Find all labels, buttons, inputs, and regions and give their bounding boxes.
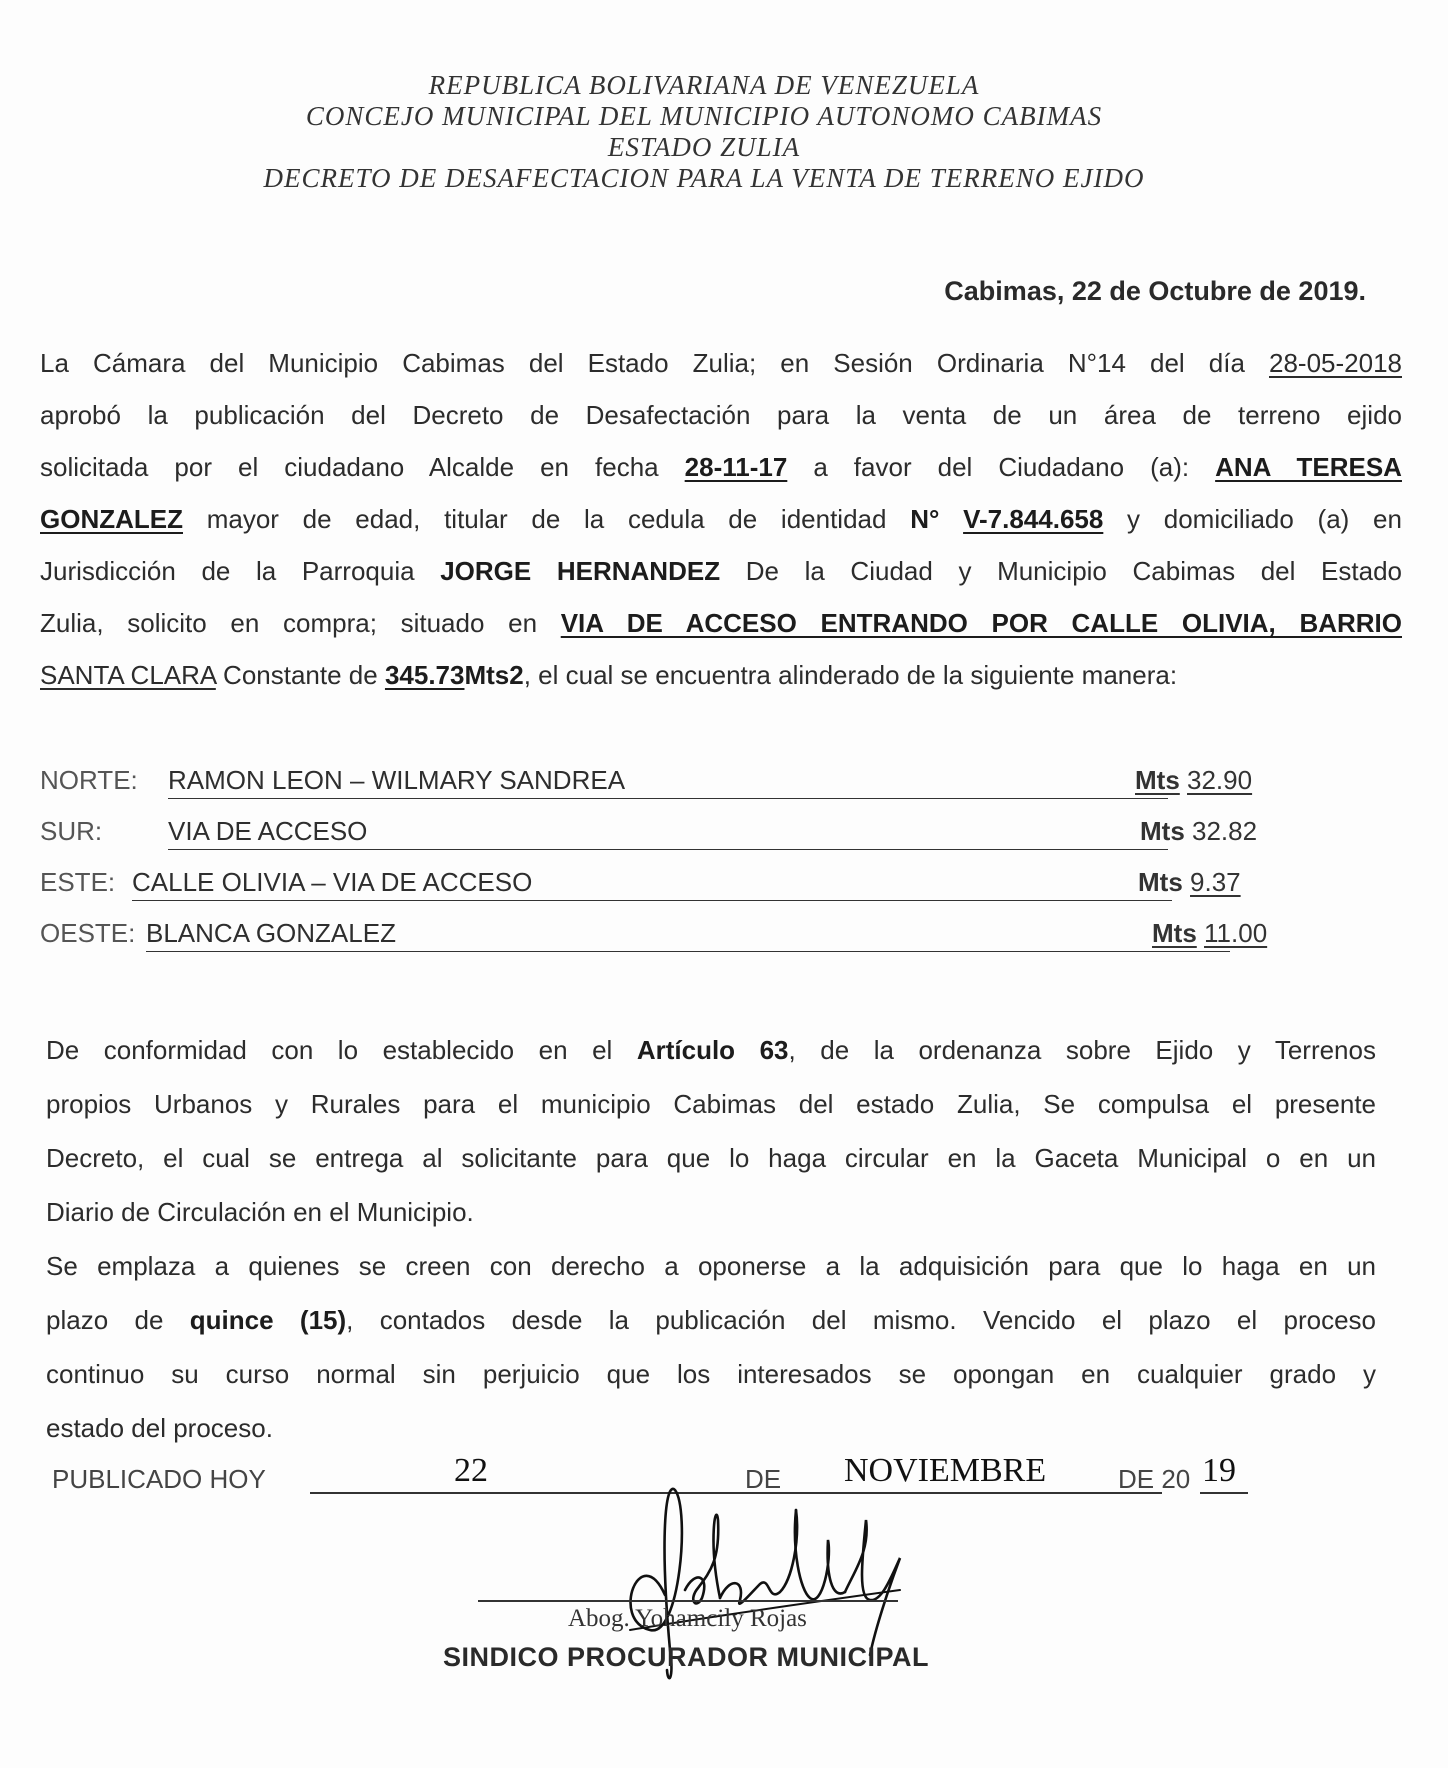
publication-de-1: DE — [745, 1464, 782, 1494]
body-line-4: GONZALEZ mayor de edad, titular de la cedula de identidad N° V-7.844.658 y domiciliado (a) en — [40, 504, 1402, 534]
area-unit: Mts2 — [464, 660, 524, 690]
article-number: Artículo 63 — [636, 1035, 789, 1065]
boundary-east — [40, 867, 1280, 901]
conformity-line-5: Se emplaza a quienes se creen con derecho a oponerse a la adquisición para que lo haga en un — [46, 1251, 1376, 1281]
conformity-line-7: continuo su curso normal sin perjuicio que los interesados se opongan en cualquier grado y — [46, 1359, 1376, 1389]
term-days: quince (15) — [189, 1305, 347, 1335]
signatory-title: SINDICO PROCURADOR MUNICIPAL — [443, 1642, 929, 1672]
conformity-line-3: Decreto, el cual se entrega al solicitante para que lo haga circular en la Gaceta Municipal o en un — [46, 1143, 1376, 1173]
body-line-5: Jurisdicción de la Parroquia JORGE HERNANDEZ De la Ciudad y Municipio Cabimas del Estado — [40, 556, 1402, 586]
boundary-name: BLANCA GONZALEZ — [146, 918, 396, 948]
conformity-line-4: Diario de Circulación en el Municipio. — [46, 1197, 474, 1227]
conformity-line-2: propios Urbanos y Rurales para el municipio Cabimas del estado Zulia, Se compulsa el presente — [46, 1089, 1376, 1119]
signatory-name: Abog. Yohamcily Rojas — [568, 1605, 807, 1632]
boundary-north — [40, 765, 1280, 799]
boundary-measure: Mts 32.82 — [1140, 816, 1258, 846]
boundary-west — [40, 918, 1300, 952]
request-date: 28-11-17 — [684, 452, 788, 482]
area-value: 345.73 — [384, 660, 465, 690]
boundary-south — [40, 816, 1280, 850]
applicant-name-part2: GONZALEZ — [40, 504, 183, 534]
body-line-7: SANTA CLARA Constante de 345.73Mts2, el cual se encuentra alinderado de la siguiente manera: — [40, 660, 1178, 690]
conformity-line-6: plazo de quince (15), contados desde la publicación del mismo. Vencido el plazo el proceso — [46, 1305, 1376, 1335]
publication-de-2: DE 20 — [1118, 1464, 1191, 1494]
boundary-label: NORTE: — [40, 765, 138, 795]
header-state: ESTADO ZULIA — [607, 132, 801, 162]
boundary-name: VIA DE ACCESO — [168, 816, 368, 846]
body-line-6: Zulia, solicito en compra; situado en VIA DE ACCESO ENTRANDO POR CALLE OLIVIA, BARRIO — [40, 608, 1402, 638]
parish-name: JORGE HERNANDEZ — [440, 556, 721, 586]
session-date: 28-05-2018 — [1269, 348, 1402, 378]
body-line-3: solicitada por el ciudadano Alcalde en fecha 28-11-17 a favor del Ciudadano (a): ANA TERESA — [40, 452, 1402, 482]
boundary-measure: Mts 9.37 — [1138, 867, 1241, 897]
publication-month: NOVIEMBRE — [844, 1452, 1047, 1489]
boundary-label: SUR: — [40, 816, 103, 846]
boundary-measure: Mts 32.90 — [1135, 765, 1253, 795]
boundary-label: ESTE: — [40, 867, 116, 897]
boundary-label: OESTE: — [40, 918, 136, 948]
header-decree-title: DECRETO DE DESAFECTACION PARA LA VENTA DE TERRENO EJIDO — [263, 163, 1145, 193]
id-number: V-7.844.658 — [963, 504, 1104, 534]
header-country: REPUBLICA BOLIVARIANA DE VENEZUELA — [428, 70, 980, 100]
conformity-line-1: De conformidad con lo establecido en el Artículo 63, de la ordenanza sobre Ejido y Terrenos — [46, 1035, 1376, 1065]
body-line-1: La Cámara del Municipio Cabimas del Estado Zulia; en Sesión Ordinaria N°14 del día 28-05-2018 — [40, 348, 1402, 378]
publication-day: 22 — [454, 1452, 488, 1489]
publication-year: 19 — [1202, 1452, 1236, 1489]
boundary-name: CALLE OLIVIA – VIA DE ACCESO — [132, 867, 533, 897]
document-date: Cabimas, 22 de Octubre de 2019. — [944, 276, 1366, 306]
applicant-name-part1: ANA TERESA — [1215, 452, 1402, 482]
boundary-measure: Mts 11.00 — [1152, 918, 1268, 948]
boundary-name: RAMON LEON – WILMARY SANDREA — [168, 765, 626, 795]
publication-label: PUBLICADO HOY — [52, 1464, 266, 1494]
signature-line — [478, 1600, 898, 1602]
address-part2: SANTA CLARA — [40, 660, 216, 690]
header-council: CONCEJO MUNICIPAL DEL MUNICIPIO AUTONOMO CABIMAS — [305, 101, 1103, 131]
body-line-2: aprobó la publicación del Decreto de Desafectación para la venta de un área de terreno ejido — [40, 400, 1402, 430]
address-part1: VIA DE ACCESO ENTRANDO POR CALLE OLIVIA, BARRIO — [560, 608, 1402, 638]
conformity-line-8: estado del proceso. — [46, 1413, 273, 1443]
